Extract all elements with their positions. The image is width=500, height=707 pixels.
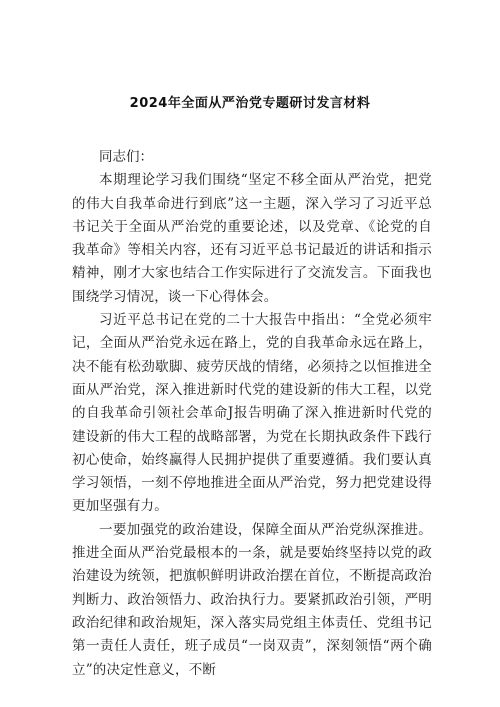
paragraph-intro: 本期理论学习我们围绕“坚定不移全面从严治党，把党的伟大自我革命进行到底”这一主题，深入学习了习近平总书记关于全面从严治党的重要论述，以及党章、《论党的自我革命》等相关内容，还有习近平总书记最近的讲话和指示精神，刚才大家也结合工作实际进行了交流发言。下面我也围绕学习情况，谈一下心得体会。 — [72, 172, 432, 305]
document-title: 2024年全面从严治党专题研讨发言材料 — [129, 96, 371, 111]
paragraph-report-quote: 习近平总书记在党的二十大报告中指出：“全党必须牢记，全面从严治党永远在路上，党的自我革命永远在路上，决不能有松劲歇脚、疲劳厌战的情绪，必须持之以恒推进全面从严治党，深入推进新时代党的建设新的伟大工程，以党的自我革命引领社会革命J报告明确了深入推进新时代党的建设新的伟大工程的战略部署，为党在长期执政条件下践行初心使命，始终赢得人民拥护提供了重要遵循。我们要认真学习领悟，一刻不停地推进全面从严治党，努力把党建设得更加坚强有力。 — [72, 312, 432, 515]
salutation: 同志们： — [99, 149, 153, 165]
paragraph-political-building: 一要加强党的政治建设，保障全面从严治党纵深推进。推进全面从严治党最根本的一条，就是要始终坚持以党的政治建设为统领，把旗帜鲜明讲政治摆在首位，不断提高政治判断力、政治领悟力、政治执行力。要紧抓政治引领，严明政治纪律和政治规矩，深入落实局党组主体责任、党组书记第一责任人责任，班子成员“一岗双责”，深刻领悟“两个确立”的决定性意义，不断 — [72, 521, 432, 678]
document-body — [72, 146, 432, 682]
